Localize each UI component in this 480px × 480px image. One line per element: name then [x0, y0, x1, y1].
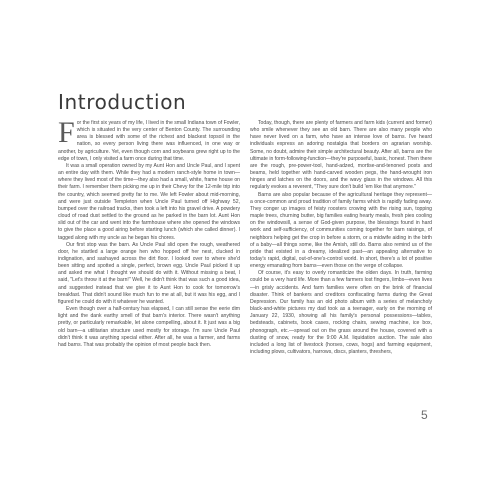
paragraph: Barns are also popular because of the agricultural heritage they represent—a once-common and proud tradition of family farms which is rapidly fading away. They conger up images of feisty roosters crowing with the rising sun, topping maple trees, churning butter, big families eating hearty meals, fresh pies cooling on the windowsill, a sense of God-given purpose, the blessings found in hard work and self-sufficiency, of communities coming together for barn raisings, of neighbors helping get the crop in before a storm, or a midwife aiding in the birth of a baby—all things some, like the Amish, still do. Barns also remind us of the pride that existed in a dreamy, idealized past—an appealing alternative to today's rapid, digital, out-of-one's-control world. In short, there's a lot of positive energy emanating from barns—even those on the verge of collapse.: [250, 191, 432, 270]
paragraph: For the first six years of my life, I lived in the small Indiana town of Fowler, which is situated in the very center of Benton County. The surrounding area is blessed with some of the richest and blackest topsoil in the nation, so every person living there was influenced, in one way or another, by agriculture. Yet, even though corn and soybeans grew right up to the edge of town, I only visited a farm once during that time.: [58, 116, 240, 162]
paragraph: Today, though, there are plenty of farmers and farm kids (current and former) who smile whenever they see an old barn. There are also many people who have never lived on a farm, who have an intense love of barns. I've heard individuals express an adoring nostalgia that borders on agrarian worship. Some, no doubt, admire their simple architectural beauty. After all, barns are the ultimate in form-following-function—they're purposeful, basic, honest. Then there are the rough, pre-power-tool, hand-adzed, mortise-and-tenoned posts and beams, held together with hand-carved wooden pegs, the hand-wrought iron hinges and latches on the doors, and the wavy glass in the windows. All this regularly evokes a reverent, "They sure don't build 'em like that anymore.": [250, 120, 432, 191]
paragraph: It was a small operation owned by my Aunt Hon and Uncle Paul, and I spent an entire day with them. While they had a modern ranch-style home in town—where they lived most of the time—they also had a small, white, frame house on their farm. I remember them picking me up in their Chevy for the 12-mile trip into the country, which seemed pretty far to me. We left Fowler about mid-morning, and were just outside Templeton when Uncle Paul turned off Highway 52, bumped over the railroad tracks, then took a left into his gravel drive. A powdery cloud of road dust settled to the ground as he parked in the barn lot. Aunt Hon slid out of the car and went into the farmhouse where she opened the windows to give the place a good airing before starting lunch (which she called dinner). I tagged along with my uncle as he began his chores.: [58, 162, 240, 241]
page-number: 5: [421, 408, 428, 422]
paragraph: Of course, it's easy to overly romanticize the olden days. In truth, farming could be a very hard life. More than a few farmers lost fingers, limbs—even lives—in grisly accidents. And farm families were often on the brink of financial disaster. Think of bankers and creditors confiscating farms during the Great Depression. Our family has an old photo album with a series of melancholy black-and-white pictures my dad took as a teenager, early on the morning of January 22, 1930, showing all his family's personal possessions—tables, bedsteads, cabinets, book cases, rocking chairs, sewing machine, ice box, phonograph, etc.—spread out on the grass around the house, covered with a dusting of snow, ready for the 9:00 A.M. liquidation auction. The sale also included a long list of livestock (horses, cows, hogs) and farming equipment, including plows, cultivators, harrows, discs, planters, threshers,: [250, 270, 432, 355]
left-column: [58, 116, 240, 349]
paragraph: Our first stop was the barn. As Uncle Paul slid open the rough, weathered door, he startled a large orange hen who hopped off her nest, clucked in indignation, and sashayed across the dirt floor. I looked over to where she'd been sitting and spotted a single, perfect, brown egg. Uncle Paul picked it up and asked me what I thought we should do with it. Without missing a beat, I said, "Let's throw it at the barn!" Well, he didn't think that was such a good idea, and suggested instead that we give it to Aunt Hon to cook for tomorrow's breakfast. That didn't sound like much fun to me at all, but it was his egg, and I figured he could do with it whatever he wanted.: [58, 241, 240, 305]
page-title: Introduction: [58, 90, 187, 115]
right-column: [250, 120, 432, 356]
paragraph: Even though over a half-century has elapsed, I can still sense the eerie dim light and the dank earthy smell of that barn's interior. There wasn't anything pretty, or particularly remarkable, let alone compelling, about it. It just was a big old barn—a utilitarian structure used mostly for storage. I'm sure Uncle Paul didn't think it was anything special either. After all, he was a farmer, and farms had barns. That was probably the opinion of most people back then.: [58, 306, 240, 348]
